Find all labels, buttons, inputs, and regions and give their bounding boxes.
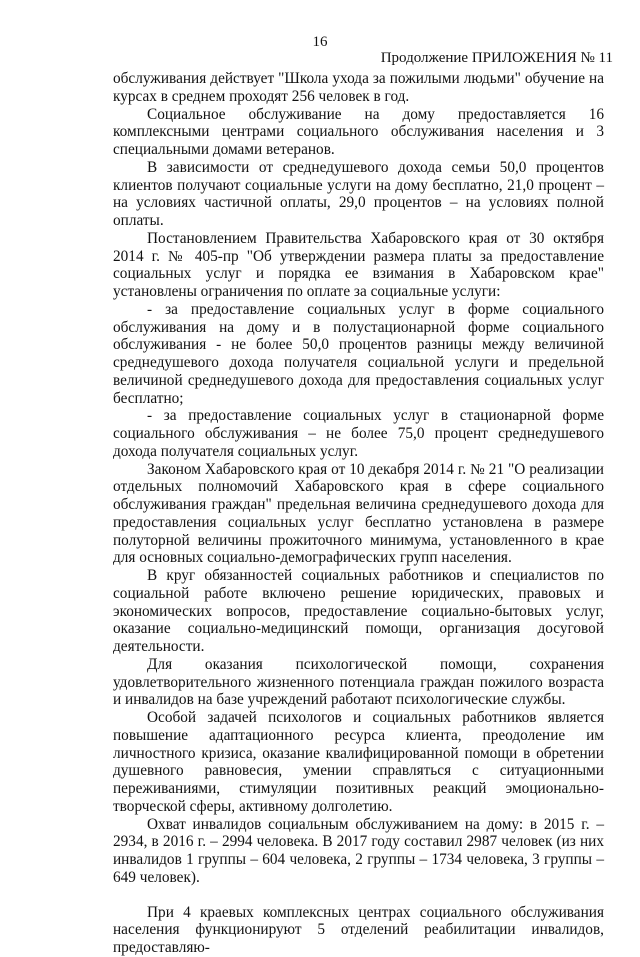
- paragraph: Законом Хабаровского края от 10 декабря 2014 г. № 21 "О реализации отдельных полномочий Хабаровского края в сфере социального обслуживания граждан" предельная величина среднедушевого дохода для предоставления социальных услуг бесплатно установлена в размере полуторной величины прожиточного минимума, установленного в крае для основных социально-демографических групп населения.: [113, 460, 604, 567]
- paragraph: При 4 краевых комплексных центрах социального обслуживания населения функционируют 5 отделений реабилитации инвалидов, предоставляю-: [113, 903, 604, 956]
- paragraph: - за предоставление социальных услуг в стационарной форме социального обслуживания – не более 75,0 процент среднедушевого дохода получателя социальных услуг.: [113, 407, 604, 460]
- paragraph: Для оказания психологической помощи, сохранения удовлетворительного жизненного потенциала граждан пожилого возраста и инвалидов на базе учреждений работают психологические службы.: [113, 655, 604, 709]
- paragraph: обслуживания действует "Школа ухода за пожилыми людьми" обучение на курсах в среднем проходят 256 человек в год.: [113, 70, 604, 105]
- appendix-continuation-note: Продолжение ПРИЛОЖЕНИЯ № 11: [380, 50, 613, 66]
- paragraph: Охват инвалидов социальным обслуживанием на дому: в 2015 г. – 2934, в 2016 г. – 2994 человека. В 2017 году составил 2987 человек (из них инвалидов 1 группы – 604 человека, 2 группы – 1734 человека, 3 группы – 649 человек).: [113, 815, 604, 886]
- paragraph: - за предоставление социальных услуг в форме социального обслуживания на дому и в полустационарной форме социального обслуживания - не более 50,0 процентов разницы между величиной среднедушевого дохода получателя социальной услуги и предельной величиной среднедушевого дохода для предоставления социальных услуг бесплатно;: [113, 300, 604, 407]
- paragraph: Постановлением Правительства Хабаровского края от 30 октября 2014 г. № 405-пр "Об утверждении размера платы за предоставление социальных услуг и порядка ее взимания в Хабаровском крае" установлены ограничения по оплате за социальные услуги:: [113, 229, 604, 300]
- paragraph: Социальное обслуживание на дому предоставляется 16 комплексными центрами социального обслуживания населения и 3 специальными домами ветеранов.: [113, 105, 604, 158]
- paragraph: Особой задачей психологов и социальных работников является повышение адаптационного ресурса клиента, преодоление им личностного кризиса, оказание квалифицированной помощи в обретении душевного равновесия, умении справляться с ситуационными переживаниями, стимуляции позитивных реакций эмоционально-творческой сферы, активному долголетию.: [113, 709, 604, 815]
- paragraph: В круг обязанностей социальных работников и специалистов по социальной работе включено решение юридических, правовых и экономических вопросов, предоставление социально-бытовых услуг, оказание социально-медицинский помощи, организация досуговой деятельности.: [113, 567, 604, 655]
- paragraph: В зависимости от среднедушевого дохода семьи 50,0 процентов клиентов получают социальные услуги на дому бесплатно, 21,0 процент – на условиях частичной оплаты, 29,0 процентов – на условиях полной оплаты.: [113, 158, 604, 229]
- page-number: 16: [312, 34, 328, 50]
- body-text: [113, 70, 604, 957]
